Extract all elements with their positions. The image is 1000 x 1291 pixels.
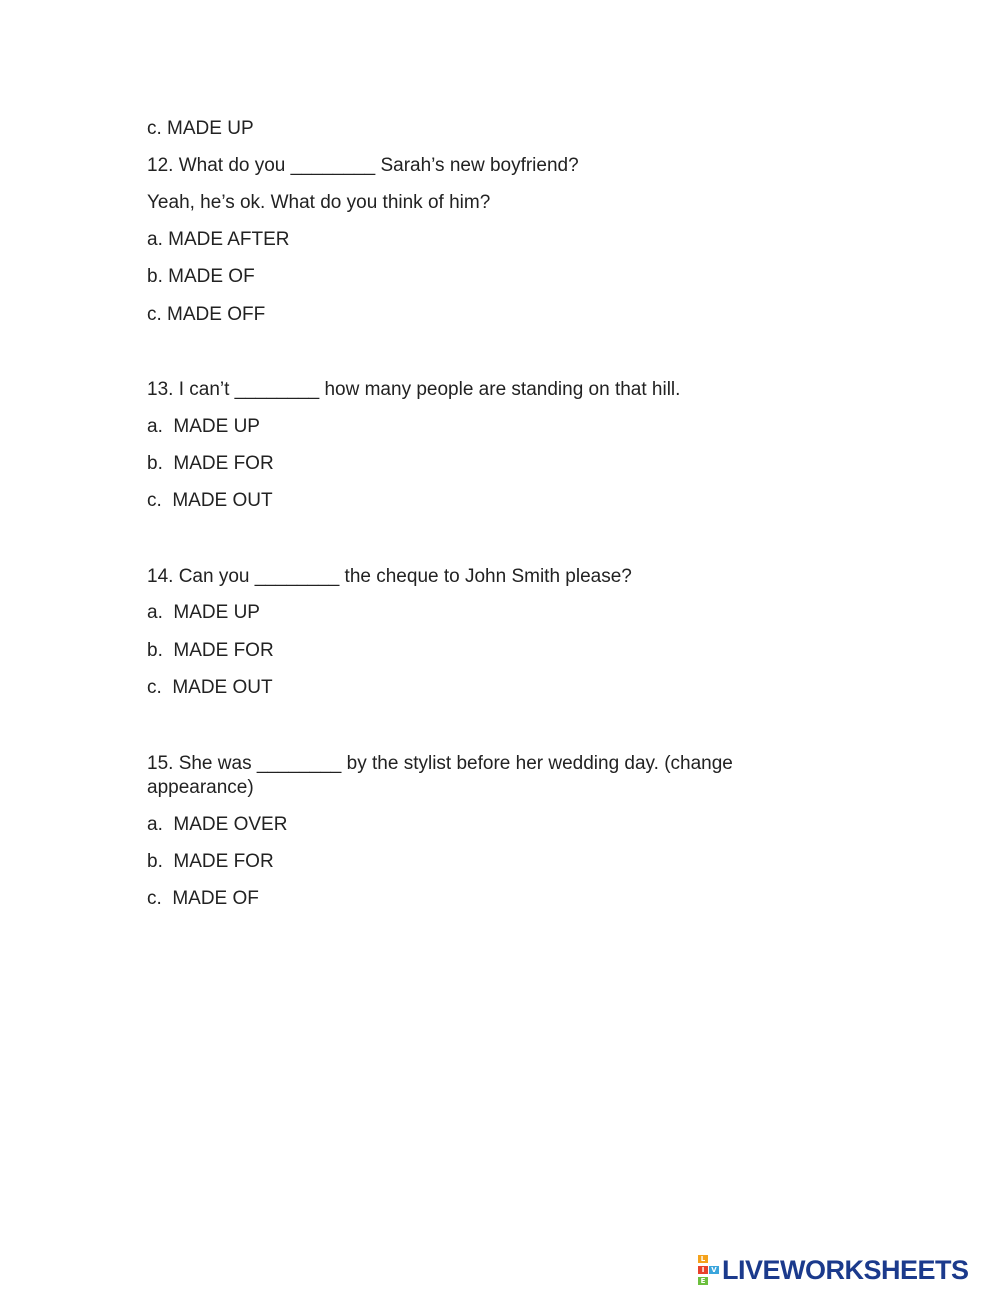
question-14-text: 14. Can you ________ the cheque to John Smith please?	[147, 566, 632, 587]
logo-block-i: I	[698, 1266, 708, 1274]
logo-text: LIVEWORKSHEETS	[722, 1255, 969, 1285]
answer-option-15c: c. MADE OF	[147, 888, 259, 909]
answer-option-15b: b. MADE FOR	[147, 851, 274, 872]
question-12-context: Yeah, he’s ok. What do you think of him?	[147, 192, 491, 213]
logo-blocks-icon	[698, 1255, 719, 1287]
answer-option-14c: c. MADE OUT	[147, 677, 273, 698]
answer-option-12c: c. MADE OFF	[147, 304, 266, 325]
logo-block-v: V	[709, 1266, 719, 1274]
logo-block-l: L	[698, 1255, 708, 1263]
answer-option-15a: a. MADE OVER	[147, 814, 288, 835]
answer-option-14a: a. MADE UP	[147, 602, 260, 623]
answer-option-11c: c. MADE UP	[147, 118, 254, 139]
logo-block-spacer-2	[709, 1277, 719, 1285]
answer-option-13a: a. MADE UP	[147, 416, 260, 437]
logo-block-spacer	[709, 1255, 719, 1263]
answer-option-14b: b. MADE FOR	[147, 640, 274, 661]
liveworksheets-logo	[698, 1256, 969, 1284]
answer-option-13b: b. MADE FOR	[147, 453, 274, 474]
logo-block-e: E	[698, 1277, 708, 1285]
question-13-text: 13. I can’t ________ how many people are standing on that hill.	[147, 379, 681, 400]
question-15-text: 15. She was ________ by the stylist before her wedding day. (change appearance)	[147, 753, 733, 798]
answer-option-13c: c. MADE OUT	[147, 490, 273, 511]
answer-option-12a: a. MADE AFTER	[147, 229, 290, 250]
question-12-text: 12. What do you ________ Sarah’s new boyfriend?	[147, 155, 579, 176]
answer-option-12b: b. MADE OF	[147, 266, 255, 287]
